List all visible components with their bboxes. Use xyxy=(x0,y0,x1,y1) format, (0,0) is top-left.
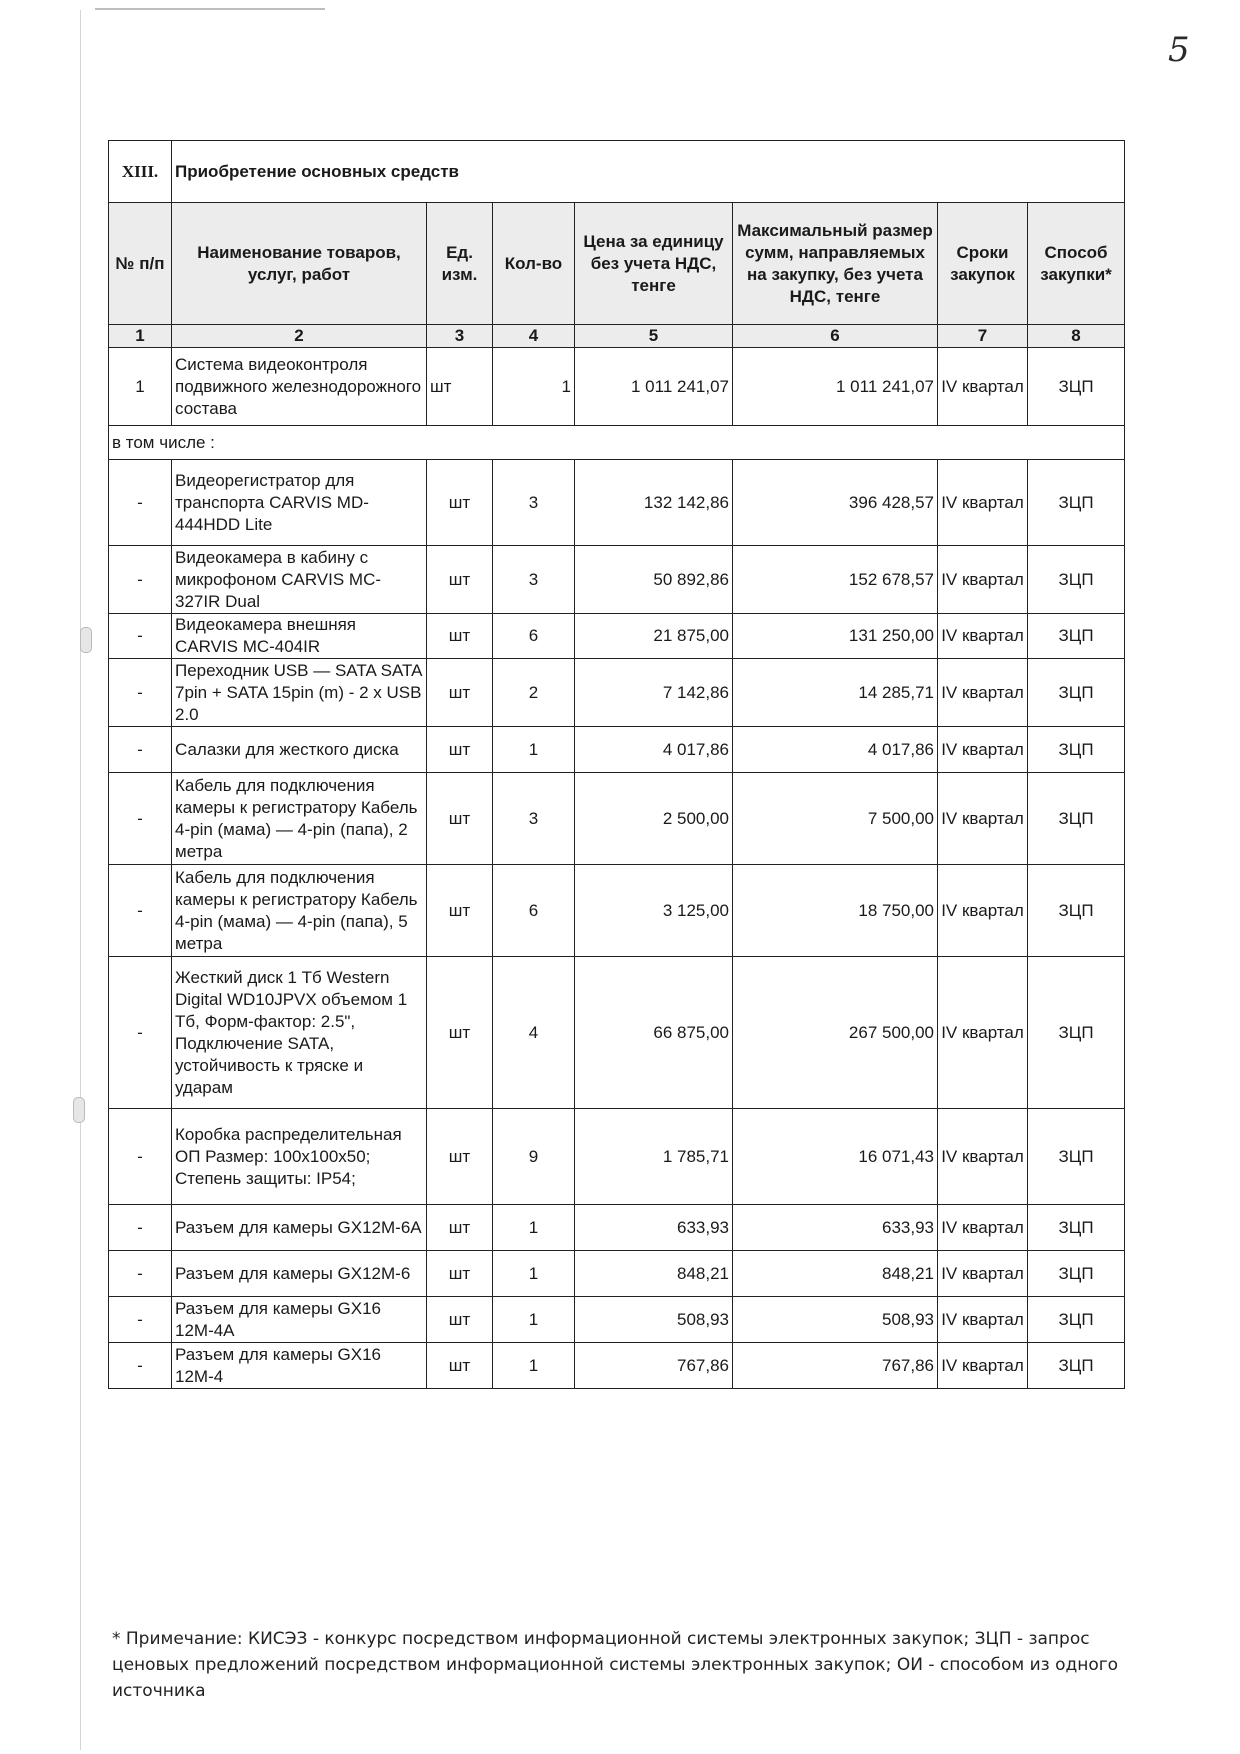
item-method: ЗЦП xyxy=(1028,957,1125,1109)
section-row xyxy=(109,141,1125,203)
items-body xyxy=(109,460,1125,1389)
item-term: IV квартал xyxy=(938,1251,1028,1297)
item-term: IV квартал xyxy=(938,773,1028,865)
section-number: XIII. xyxy=(109,141,172,203)
item-price: 508,93 xyxy=(575,1297,733,1343)
item-term: IV квартал xyxy=(938,1109,1028,1205)
item-total: 633,93 xyxy=(733,1205,938,1251)
item-method: ЗЦП xyxy=(1028,773,1125,865)
item-name: Переходник USB — SATA SATA 7pin + SATA 15pin (m) - 2 x USB 2.0 xyxy=(172,659,427,727)
header-method: Способ закупки* xyxy=(1028,203,1125,325)
item-qty: 3 xyxy=(493,773,575,865)
item-num: - xyxy=(109,614,172,659)
item-num: - xyxy=(109,1205,172,1251)
item-price: 767,86 xyxy=(575,1343,733,1389)
main-item-method: ЗЦП xyxy=(1028,348,1125,426)
column-number: 4 xyxy=(493,325,575,348)
item-term: IV квартал xyxy=(938,727,1028,773)
item-total: 267 500,00 xyxy=(733,957,938,1109)
item-price: 66 875,00 xyxy=(575,957,733,1109)
item-name: Разъем для камеры GX16 12M-4 xyxy=(172,1343,427,1389)
header-qty: Кол-во xyxy=(493,203,575,325)
item-unit: шт xyxy=(427,1251,493,1297)
item-price: 50 892,86 xyxy=(575,546,733,614)
item-unit: шт xyxy=(427,957,493,1109)
item-qty: 1 xyxy=(493,727,575,773)
column-number: 3 xyxy=(427,325,493,348)
column-number: 5 xyxy=(575,325,733,348)
column-number: 2 xyxy=(172,325,427,348)
main-item-num: 1 xyxy=(109,348,172,426)
header-num: № п/п xyxy=(109,203,172,325)
item-unit: шт xyxy=(427,614,493,659)
item-method: ЗЦП xyxy=(1028,1109,1125,1205)
main-item-name: Система видеоконтроля подвижного железнодорожного состава xyxy=(172,348,427,426)
item-name: Видеокамера в кабину с микрофоном CARVIS MC-327IR Dual xyxy=(172,546,427,614)
item-term: IV квартал xyxy=(938,460,1028,546)
item-row xyxy=(109,773,1125,865)
item-qty: 4 xyxy=(493,957,575,1109)
item-qty: 1 xyxy=(493,1251,575,1297)
item-num: - xyxy=(109,1251,172,1297)
page-fold-line xyxy=(80,10,81,1750)
item-method: ЗЦП xyxy=(1028,727,1125,773)
item-total: 767,86 xyxy=(733,1343,938,1389)
item-qty: 1 xyxy=(493,1205,575,1251)
header-unit: Ед. изм. xyxy=(427,203,493,325)
main-item-price: 1 011 241,07 xyxy=(575,348,733,426)
item-row xyxy=(109,957,1125,1109)
including-label: в том числе : xyxy=(109,426,1125,460)
item-qty: 1 xyxy=(493,1297,575,1343)
item-name: Коробка распределительная ОП Размер: 100х100х50; Степень защиты: IP54; xyxy=(172,1109,427,1205)
item-row xyxy=(109,1343,1125,1389)
section-title: Приобретение основных средств xyxy=(172,141,1125,203)
item-price: 4 017,86 xyxy=(575,727,733,773)
item-method: ЗЦП xyxy=(1028,659,1125,727)
item-name: Разъем для камеры GX12M-6A xyxy=(172,1205,427,1251)
item-unit: шт xyxy=(427,659,493,727)
header-name: Наименование товаров, услуг, работ xyxy=(172,203,427,325)
item-price: 1 785,71 xyxy=(575,1109,733,1205)
item-unit: шт xyxy=(427,1205,493,1251)
column-number-row xyxy=(109,325,1125,348)
item-num: - xyxy=(109,1109,172,1205)
item-term: IV квартал xyxy=(938,957,1028,1109)
main-item-total: 1 011 241,07 xyxy=(733,348,938,426)
item-price: 21 875,00 xyxy=(575,614,733,659)
item-total: 18 750,00 xyxy=(733,865,938,957)
item-unit: шт xyxy=(427,727,493,773)
item-num: - xyxy=(109,957,172,1109)
item-name: Видеорегистратор для транспорта CARVIS MD-444HDD Lite xyxy=(172,460,427,546)
scan-edge-line xyxy=(95,8,325,10)
item-total: 848,21 xyxy=(733,1251,938,1297)
item-total: 16 071,43 xyxy=(733,1109,938,1205)
main-item-row xyxy=(109,348,1125,426)
item-qty: 3 xyxy=(493,460,575,546)
item-row xyxy=(109,1205,1125,1251)
column-number: 7 xyxy=(938,325,1028,348)
item-num: - xyxy=(109,659,172,727)
item-name: Жесткий диск 1 Тб Western Digital WD10JPVX объемом 1 Тб, Форм-фактор: 2.5", Подключение SATA, устойчивость к тряске и ударам xyxy=(172,957,427,1109)
item-price: 7 142,86 xyxy=(575,659,733,727)
item-qty: 6 xyxy=(493,865,575,957)
item-num: - xyxy=(109,1297,172,1343)
item-num: - xyxy=(109,727,172,773)
item-name: Кабель для подключения камеры к регистратору Кабель 4-pin (мама) — 4-pin (папа), 5 метра xyxy=(172,865,427,957)
item-row xyxy=(109,546,1125,614)
item-name: Кабель для подключения камеры к регистратору Кабель 4-pin (мама) — 4-pin (папа), 2 метра xyxy=(172,773,427,865)
item-method: ЗЦП xyxy=(1028,1297,1125,1343)
column-number: 6 xyxy=(733,325,938,348)
item-method: ЗЦП xyxy=(1028,1343,1125,1389)
item-price: 848,21 xyxy=(575,1251,733,1297)
item-unit: шт xyxy=(427,865,493,957)
item-name: Салазки для жесткого диска xyxy=(172,727,427,773)
item-row xyxy=(109,1109,1125,1205)
item-row xyxy=(109,460,1125,546)
header-row xyxy=(109,203,1125,325)
item-num: - xyxy=(109,773,172,865)
main-item-unit: шт xyxy=(427,348,493,426)
footnote: * Примечание: КИСЭЗ - конкурс посредством информационной системы электронных закупок; ЗЦП - запрос ценовых предложений посредством информационной системы электронных закупок; ОИ - способом из одного источника xyxy=(112,1629,1119,1701)
item-qty: 3 xyxy=(493,546,575,614)
item-method: ЗЦП xyxy=(1028,1251,1125,1297)
header-price: Цена за единицу без учета НДС, тенге xyxy=(575,203,733,325)
item-num: - xyxy=(109,865,172,957)
item-qty: 1 xyxy=(493,1343,575,1389)
item-row xyxy=(109,727,1125,773)
item-num: - xyxy=(109,1343,172,1389)
item-term: IV квартал xyxy=(938,865,1028,957)
item-price: 132 142,86 xyxy=(575,460,733,546)
item-unit: шт xyxy=(427,1297,493,1343)
item-method: ЗЦП xyxy=(1028,614,1125,659)
punch-hole-bottom xyxy=(73,1097,85,1123)
item-unit: шт xyxy=(427,546,493,614)
item-total: 14 285,71 xyxy=(733,659,938,727)
item-unit: шт xyxy=(427,1343,493,1389)
item-total: 7 500,00 xyxy=(733,773,938,865)
header-max-sum: Максимальный размер сумм, направляемых на закупку, без учета НДС, тенге xyxy=(733,203,938,325)
item-method: ЗЦП xyxy=(1028,460,1125,546)
punch-hole-top xyxy=(80,627,92,653)
item-qty: 2 xyxy=(493,659,575,727)
item-name: Разъем для камеры GX12M-6 xyxy=(172,1251,427,1297)
item-term: IV квартал xyxy=(938,659,1028,727)
item-price: 3 125,00 xyxy=(575,865,733,957)
header-term: Сроки закупок xyxy=(938,203,1028,325)
item-price: 2 500,00 xyxy=(575,773,733,865)
item-method: ЗЦП xyxy=(1028,1205,1125,1251)
item-row xyxy=(109,659,1125,727)
item-unit: шт xyxy=(427,773,493,865)
item-total: 396 428,57 xyxy=(733,460,938,546)
item-total: 508,93 xyxy=(733,1297,938,1343)
item-total: 152 678,57 xyxy=(733,546,938,614)
handwritten-page-number: 5 xyxy=(1168,30,1190,70)
item-term: IV квартал xyxy=(938,614,1028,659)
column-number: 8 xyxy=(1028,325,1125,348)
item-term: IV квартал xyxy=(938,1343,1028,1389)
including-row xyxy=(109,426,1125,460)
item-qty: 9 xyxy=(493,1109,575,1205)
procurement-table xyxy=(108,140,1125,1389)
item-unit: шт xyxy=(427,1109,493,1205)
main-item-term: IV квартал xyxy=(938,348,1028,426)
item-price: 633,93 xyxy=(575,1205,733,1251)
item-row xyxy=(109,614,1125,659)
item-name: Разъем для камеры GX16 12M-4A xyxy=(172,1297,427,1343)
item-row xyxy=(109,865,1125,957)
item-unit: шт xyxy=(427,460,493,546)
item-term: IV квартал xyxy=(938,1205,1028,1251)
item-term: IV квартал xyxy=(938,1297,1028,1343)
column-number: 1 xyxy=(109,325,172,348)
item-row xyxy=(109,1251,1125,1297)
item-num: - xyxy=(109,546,172,614)
item-method: ЗЦП xyxy=(1028,546,1125,614)
item-total: 4 017,86 xyxy=(733,727,938,773)
item-row xyxy=(109,1297,1125,1343)
item-name: Видеокамера внешняя CARVIS MC-404IR xyxy=(172,614,427,659)
main-item-qty: 1 xyxy=(493,348,575,426)
item-qty: 6 xyxy=(493,614,575,659)
item-total: 131 250,00 xyxy=(733,614,938,659)
item-term: IV квартал xyxy=(938,546,1028,614)
item-method: ЗЦП xyxy=(1028,865,1125,957)
item-num: - xyxy=(109,460,172,546)
